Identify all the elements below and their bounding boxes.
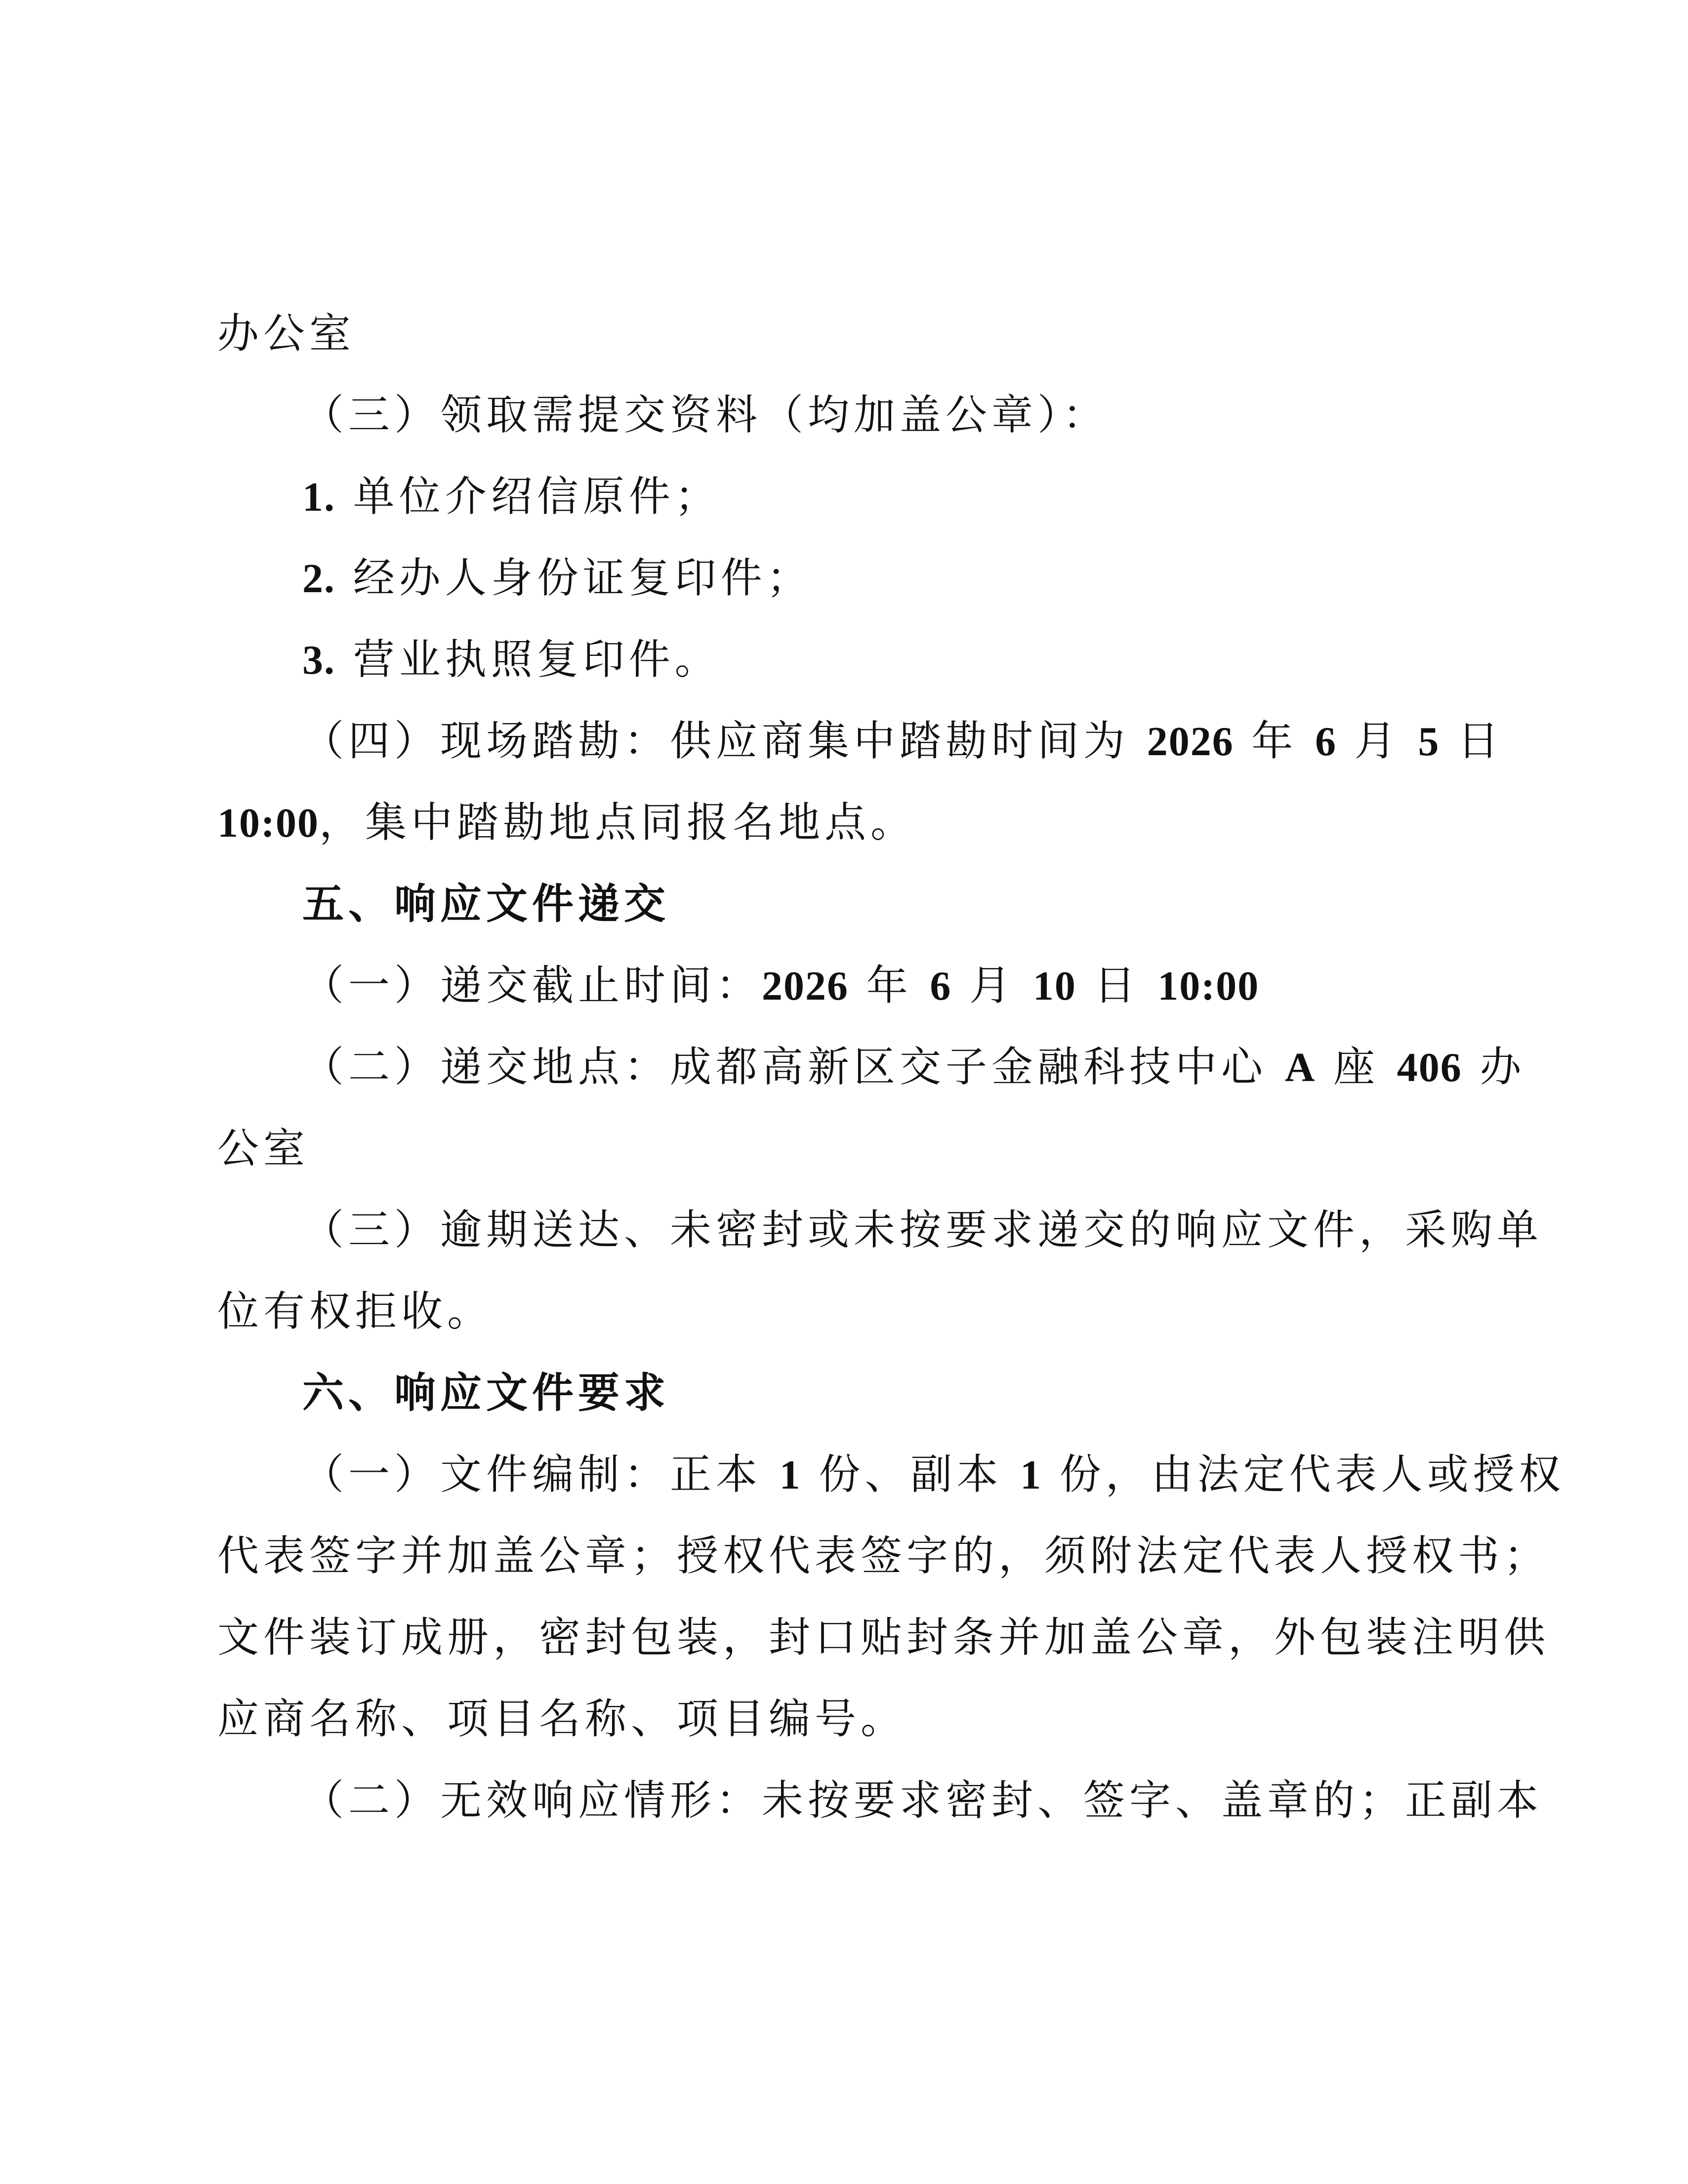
- text-segment: 2026: [1147, 719, 1234, 765]
- text-segment: 五、响应文件递交: [302, 879, 670, 928]
- text-segment: （二）无效响应情形：未按要求密封、签字、盖章的；正副本: [302, 1776, 1543, 1824]
- text-segment: 10: [1032, 963, 1076, 1009]
- text-segment: （三）领取需提交资料（均加盖公章）：: [302, 391, 1109, 439]
- text-segment: 文件装订成册，密封包装，封口贴封条并加盖公章，外包装注明供: [217, 1613, 1550, 1661]
- text-line: [302, 961, 1259, 1010]
- text-segment: （三）逾期送达、未密封或未按要求递交的响应文件，采购单: [302, 1206, 1543, 1254]
- text-segment: 6: [1315, 719, 1337, 765]
- text-segment: 月: [951, 961, 1033, 1010]
- text-line: [217, 1613, 1550, 1662]
- text-segment: 年: [849, 961, 930, 1010]
- text-line: [302, 553, 813, 603]
- text-segment: （一）文件编制：正本: [302, 1450, 780, 1498]
- text-segment: 10:00: [1157, 963, 1260, 1009]
- text-segment: （四）现场踏勘：供应商集中踏勘时间为: [302, 717, 1147, 765]
- text-segment: （一）递交截止时间：: [302, 961, 762, 1010]
- text-line: [302, 1368, 670, 1417]
- text-segment: 5: [1418, 719, 1440, 765]
- text-line: [217, 309, 355, 358]
- text-line: [302, 1776, 1543, 1825]
- text-segment: （二）递交地点：成都高新区交子金融科技中心: [302, 1043, 1285, 1091]
- text-segment: 年: [1234, 717, 1316, 765]
- text-segment: 营业执照复印件。: [335, 635, 721, 684]
- text-line: [217, 1531, 1550, 1580]
- text-line: [302, 1205, 1543, 1254]
- text-segment: 1: [1020, 1452, 1042, 1498]
- text-line: [302, 472, 721, 521]
- text-line: [302, 635, 721, 684]
- text-line: [217, 1124, 309, 1173]
- text-segment: 2.: [302, 556, 335, 602]
- text-line: [302, 1042, 1526, 1092]
- text-segment: 3.: [302, 637, 335, 683]
- text-segment: A: [1284, 1045, 1316, 1091]
- text-segment: 6: [930, 963, 952, 1009]
- text-line: [302, 716, 1504, 766]
- text-segment: 日: [1440, 717, 1504, 765]
- text-line: [217, 1694, 906, 1743]
- text-line: [302, 1450, 1565, 1499]
- text-segment: 应商名称、项目名称、项目编号。: [217, 1695, 907, 1743]
- text-segment: 份，由法定代表人或授权: [1042, 1450, 1565, 1498]
- text-line: [217, 1287, 493, 1336]
- text-segment: 经办人身份证复印件；: [335, 554, 813, 602]
- text-line: [217, 798, 916, 847]
- text-segment: 406: [1397, 1045, 1462, 1091]
- text-segment: 办公室: [217, 309, 356, 358]
- text-segment: 10:00: [217, 800, 319, 846]
- text-segment: 单位介绍信原件；: [335, 472, 721, 521]
- text-segment: 办: [1462, 1043, 1526, 1091]
- text-segment: 2026: [762, 963, 849, 1009]
- text-segment: 日: [1076, 961, 1158, 1010]
- text-segment: 六、响应文件要求: [302, 1368, 670, 1417]
- text-segment: 1.: [302, 474, 335, 520]
- text-segment: 月: [1337, 717, 1418, 765]
- text-segment: 位有权拒收。: [217, 1287, 494, 1335]
- text-line: [302, 390, 1109, 440]
- text-line: [302, 879, 670, 929]
- text-segment: 1: [779, 1452, 801, 1498]
- text-segment: 份、副本: [801, 1450, 1021, 1498]
- text-segment: 代表签字并加盖公章；授权代表签字的，须附法定代表人授权书；: [217, 1532, 1550, 1580]
- text-segment: 公室: [217, 1124, 310, 1173]
- text-segment: 座: [1316, 1043, 1397, 1091]
- text-segment: ，集中踏勘地点同报名地点。: [319, 798, 916, 847]
